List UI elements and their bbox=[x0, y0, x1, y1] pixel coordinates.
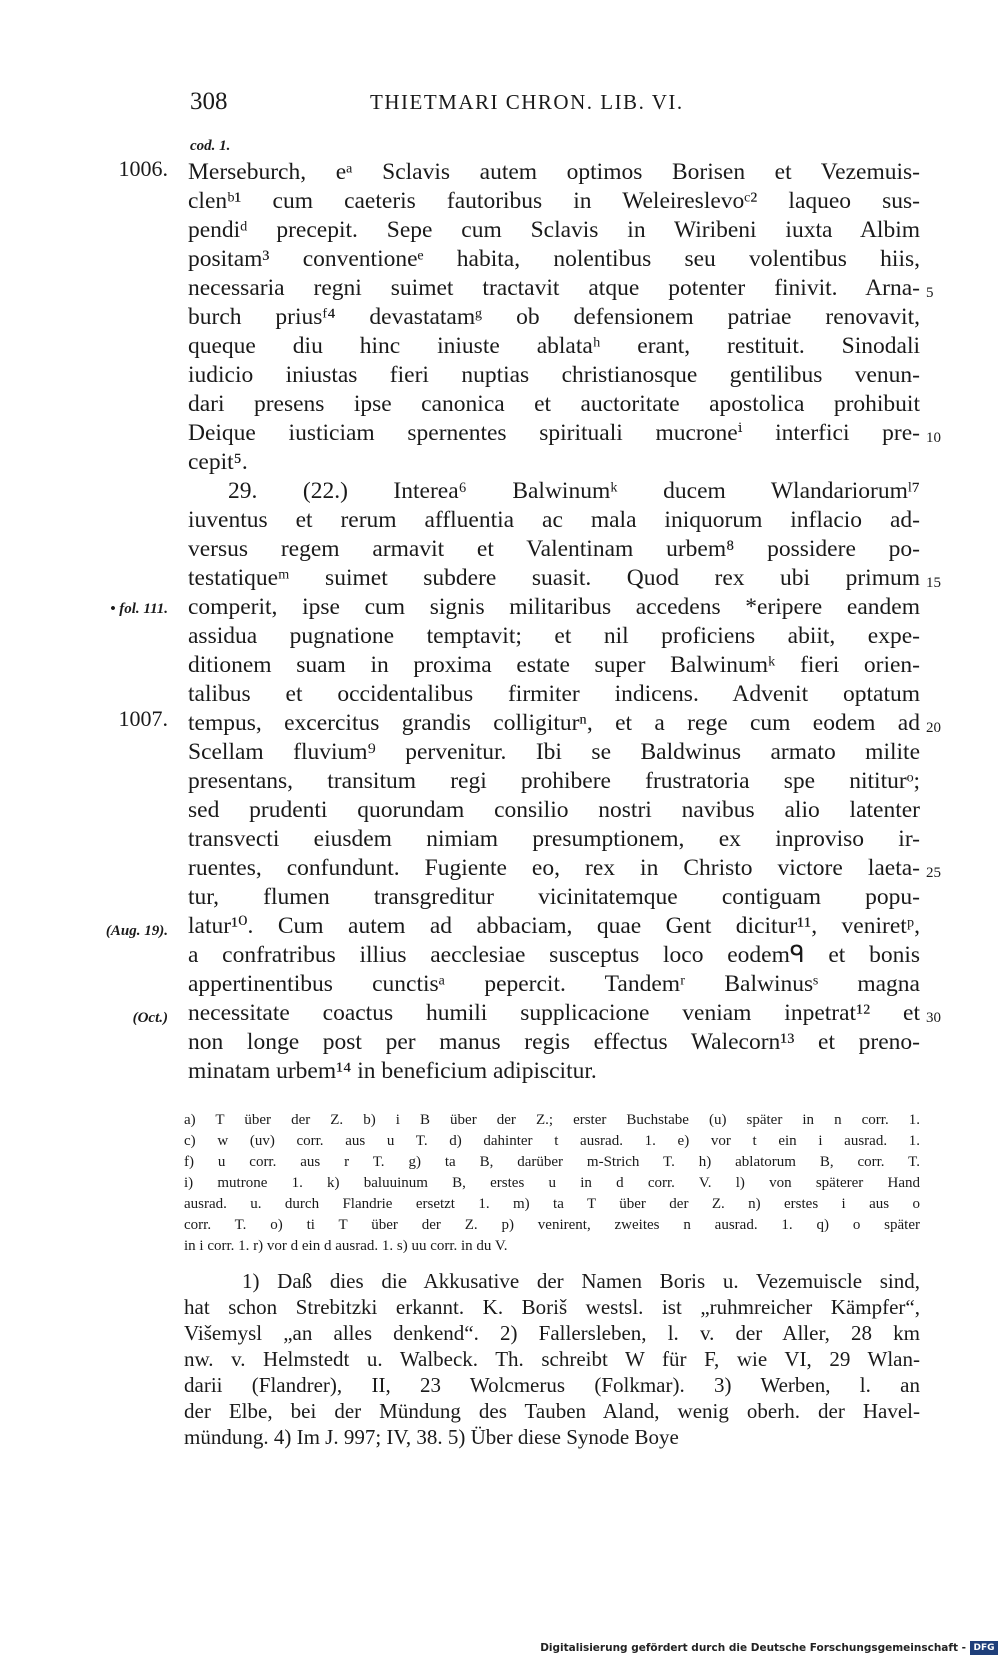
text-line: ruentes, confundunt. Fugiente eo, rex in Christo victore laeta- bbox=[188, 855, 920, 881]
margin-date-aug: (Aug. 19). bbox=[105, 923, 168, 939]
apparatus-line: f) u corr. aus r T. g) ta B, darüber m-Strich T. h) ablatorum B, corr. T. bbox=[184, 1154, 920, 1170]
main-text bbox=[188, 158, 920, 1086]
apparatus-line: a) T über der Z. b) i B über der Z.; erster Buchstabe (u) später in n corr. 1. bbox=[184, 1112, 920, 1128]
line-number-25: 25 bbox=[926, 865, 941, 881]
page-header bbox=[190, 88, 920, 124]
critical-apparatus bbox=[184, 1110, 920, 1257]
text-line: latur¹⁰. Cum autem ad abbaciam, quae Gent dicitur¹¹, veniretᵖ, bbox=[188, 913, 920, 939]
text-line: presentans, transitum regi prohibere frustratoria spe nititurᵒ; bbox=[188, 768, 920, 794]
text-line: burch priusᶠ⁴ devastatamᵍ ob defensionem patriae renovavit, bbox=[188, 304, 920, 330]
footnote-line: 1) Daß dies die Akkusative der Namen Boris u. Vezemuiscle sind, bbox=[242, 1269, 920, 1293]
margin-year-1006: 1006. bbox=[118, 156, 168, 181]
text-line: Merseburch, eᵃ Sclavis autem optimos Borisen et Vezemuis- bbox=[188, 159, 920, 185]
text-line: minatam urbem¹⁴ in beneficium adipiscitur. bbox=[188, 1058, 597, 1084]
apparatus-line: in i corr. 1. r) vor d ein d ausrad. 1. s) uu corr. in du V. bbox=[184, 1238, 508, 1254]
text-line: iudicio iniustas fieri nuptias christianosque gentilibus venun- bbox=[188, 362, 920, 388]
text-line: testatiqueᵐ suimet subdere suasit. Quod rex ubi primum bbox=[188, 565, 920, 591]
footnote-line: hat schon Strebitzki erkannt. K. Boriš westsl. ist „ruhmreicher Kämpfer“, bbox=[184, 1295, 920, 1319]
text-line: versus regem armavit et Valentinam urbem⁸ possidere po- bbox=[188, 536, 920, 562]
footnote-line: darii (Flandrer), II, 23 Wolcmerus (Folkmar). 3) Werben, l. an bbox=[184, 1373, 920, 1397]
text-line: sed prudenti quorundam consilio nostri navibus alio latenter bbox=[188, 797, 920, 823]
apparatus-line: i) mutrone 1. k) baluuinum B, erstes u in d corr. V. l) von späterer Hand bbox=[184, 1175, 920, 1191]
text-line: iuventus et rerum affluentia ac mala iniquorum inflacio ad- bbox=[188, 507, 920, 533]
text-line: ditionem suam in proxima estate super Balwinumᵏ fieri orien- bbox=[188, 652, 920, 678]
digitization-credit bbox=[540, 1640, 1000, 1658]
apparatus-line: corr. T. o) ti T über der Z. p) venirent, zweites n ausrad. 1. q) o später bbox=[184, 1217, 920, 1233]
running-title: THIETMARI CHRON. LIB. VI. bbox=[370, 90, 684, 114]
footnotes bbox=[184, 1268, 920, 1450]
text-line: talibus et occidentalibus firmiter indicens. Advenit optatum bbox=[188, 681, 920, 707]
margin-year-1007: 1007. bbox=[118, 706, 168, 731]
codex-note: cod. 1. bbox=[190, 138, 231, 154]
page-number: 308 bbox=[190, 88, 228, 115]
text-line: comperit, ipse cum signis militaribus accedens *eripere eandem bbox=[188, 594, 920, 620]
text-line: dari presens ipse canonica et auctoritate apostolica prohibuit bbox=[188, 391, 920, 417]
text-line: necessitate coactus humili supplicacione veniam inpetrat¹² et bbox=[188, 1000, 920, 1026]
line-number-20: 20 bbox=[926, 720, 941, 736]
text-line: pendiᵈ precepit. Sepe cum Sclavis in Wiribeni iuxta Albim bbox=[188, 217, 920, 243]
text-line: positam³ conventioneᵉ habita, nolentibus seu volentibus hiis, bbox=[188, 246, 920, 272]
credit-text: Digitalisierung gefördert durch die Deutsche Forschungsgemeinschaft - bbox=[540, 1642, 966, 1654]
text-line: tempus, excercitus grandis colligiturⁿ, et a rege cum eodem ad bbox=[188, 710, 920, 736]
text-line: tur, flumen transgreditur vicinitatemque contiguam popu- bbox=[188, 884, 920, 910]
apparatus-line: ausrad. u. durch Flandrie ersetzt 1. m) ta T über der Z. n) erstes i aus o bbox=[184, 1196, 920, 1212]
footnote-line: der Elbe, bei der Mündung des Tauben Aland, wenig oberh. der Havel- bbox=[184, 1399, 920, 1423]
footnote-line: mündung. 4) Im J. 997; IV, 38. 5) Über diese Synode Boye bbox=[184, 1425, 679, 1449]
margin-date-oct: (Oct.) bbox=[132, 1010, 168, 1026]
text-line: cepit⁵. bbox=[188, 449, 248, 475]
text-line: Scellam fluvium⁹ pervenitur. Ibi se Baldwinus armato milite bbox=[188, 739, 920, 765]
text-line: queque diu hinc iniuste ablataʰ erant, restituit. Sinodali bbox=[188, 333, 920, 359]
footnote-line: Višemysl „an alles denkend“. 2) Fallersleben, l. v. der Aller, 28 km bbox=[184, 1321, 920, 1345]
chapter-heading-line: 29. (22.) Interea⁶ Balwinumᵏ ducem Wlandariorumˡ⁷ bbox=[228, 478, 920, 504]
text-line: Deique iusticiam spernentes spirituali mucroneⁱ interfici pre- bbox=[188, 420, 920, 446]
text-line: non longe post per manus regis effectus Walecorn¹³ et preno- bbox=[188, 1029, 920, 1055]
footnote-line: nw. v. Helmstedt u. Walbeck. Th. schreibt W für F, wie VI, 29 Wlan- bbox=[184, 1347, 920, 1371]
dfg-logo: DFG bbox=[970, 1641, 998, 1655]
line-number-15: 15 bbox=[926, 575, 941, 591]
apparatus-line: c) w (uv) corr. aus u T. d) dahinter t ausrad. 1. e) vor t ein i ausrad. 1. bbox=[184, 1133, 920, 1149]
line-number-5: 5 bbox=[926, 285, 934, 301]
text-line: clenᵇ¹ cum caeteris fautoribus in Weleireslevoᶜ² laqueo sus- bbox=[188, 188, 920, 214]
text-line: transvecti eiusdem nimiam presumptionem, ex inproviso ir- bbox=[188, 826, 920, 852]
text-line: appertinentibus cunctisᵃ pepercit. Tandemʳ Balwinusˢ magna bbox=[188, 971, 920, 997]
text-line: assidua pugnatione temptavit; et nil proficiens abiit, expe- bbox=[188, 623, 920, 649]
text-line: a confratribus illius aecclesiae susceptus loco eodemᑫ et bonis bbox=[188, 942, 920, 968]
line-number-10: 10 bbox=[926, 430, 941, 446]
line-number-30: 30 bbox=[926, 1010, 941, 1026]
text-line: necessaria regni suimet tractavit atque potenter finivit. Arna- bbox=[188, 275, 920, 301]
margin-folio-note: • fol. 111. bbox=[110, 601, 168, 617]
